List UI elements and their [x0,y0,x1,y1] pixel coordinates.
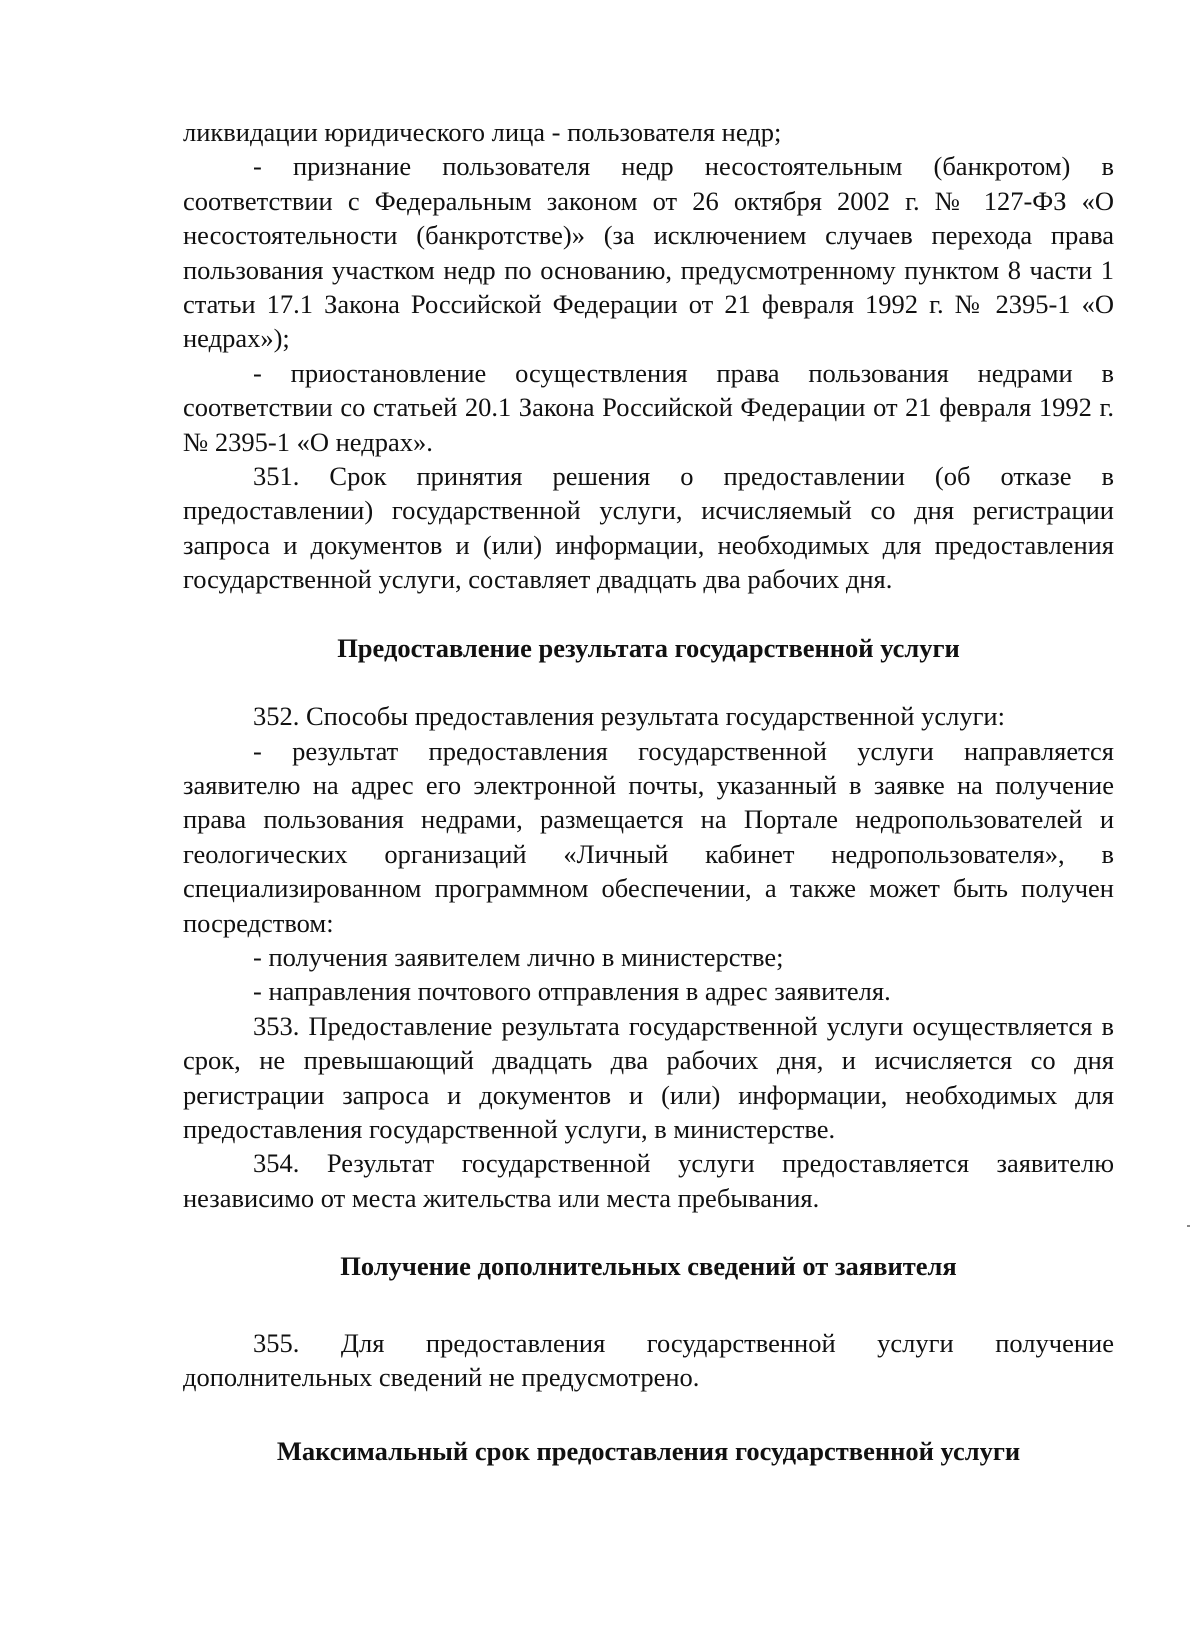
scan-speck [1187,1225,1190,1227]
paragraph-suspension: - приостановление осуществления права пользования недрами в соответствии со статьей 20.1 Закона Российской Федерации от 21 февраля 1992 г. № 2395-1 «О недрах». [183,357,1114,457]
paragraph-liquidation: ликвидации юридического лица - пользователя недр; [183,117,782,147]
heading-result-provision: Предоставление результата государственной услуги [337,632,960,663]
paragraph-in-person: - получения заявителем лично в министерстве; [253,941,784,972]
paragraph-351: 351. Срок принятия решения о предоставлении (об отказе в предоставлении) государственной услуги, исчисляемый со дня регистрации запроса и документов и (или) информации, необходимых для предоставления государственной услуги, составляет двадцать два рабочих дня. [183,461,1114,595]
paragraph-352: 352. Способы предоставления результата государственной услуги: [253,701,1005,732]
paragraph-355: 355. Для предоставления государственной услуги получение дополнительных сведений не предусмотрено. [183,1327,1114,1392]
heading-additional-info: Получение дополнительных сведений от заявителя [340,1251,957,1282]
document-body [183,115,1114,1469]
paragraph-bankruptcy: - признание пользователя недр несостоятельным (банкротом) в соответствии с Федеральным законом от 26 октября 2002 г. № 127-ФЗ «О несостоятельности (банкротстве)» (за исключением случаев перехода права пользования участком недр по основанию, предусмотренному пунктом 8 части 1 статьи 17.1 Закона Российской Федерации от 21 февраля 1992 г. № 2395-1 «О недрах»); [183,151,1114,354]
paragraph-result-delivery: - результат предоставления государственной услуги направляется заявителю на адрес его электронной почты, указанный в заявке на получение права пользования недрами, размещается на Портале недропользователей и геологических организаций «Личный кабинет недропользователя», в специализированном программном обеспечении, а также может быть получен посредством: [183,735,1114,938]
paragraph-353: 353. Предоставление результата государственной услуги осуществляется в срок, не превышающий двадцать два рабочих дня, и исчисляется со дня регистрации запроса и документов и (или) информации, необходимых для предоставления государственной услуги, в министерстве. [183,1010,1114,1144]
paragraph-354: 354. Результат государственной услуги предоставляется заявителю независимо от места жительства или места пребывания. [183,1148,1114,1213]
paragraph-by-mail: - направления почтового отправления в адрес заявителя. [253,976,891,1007]
heading-max-term: Максимальный срок предоставления государственной услуги [276,1436,1021,1467]
